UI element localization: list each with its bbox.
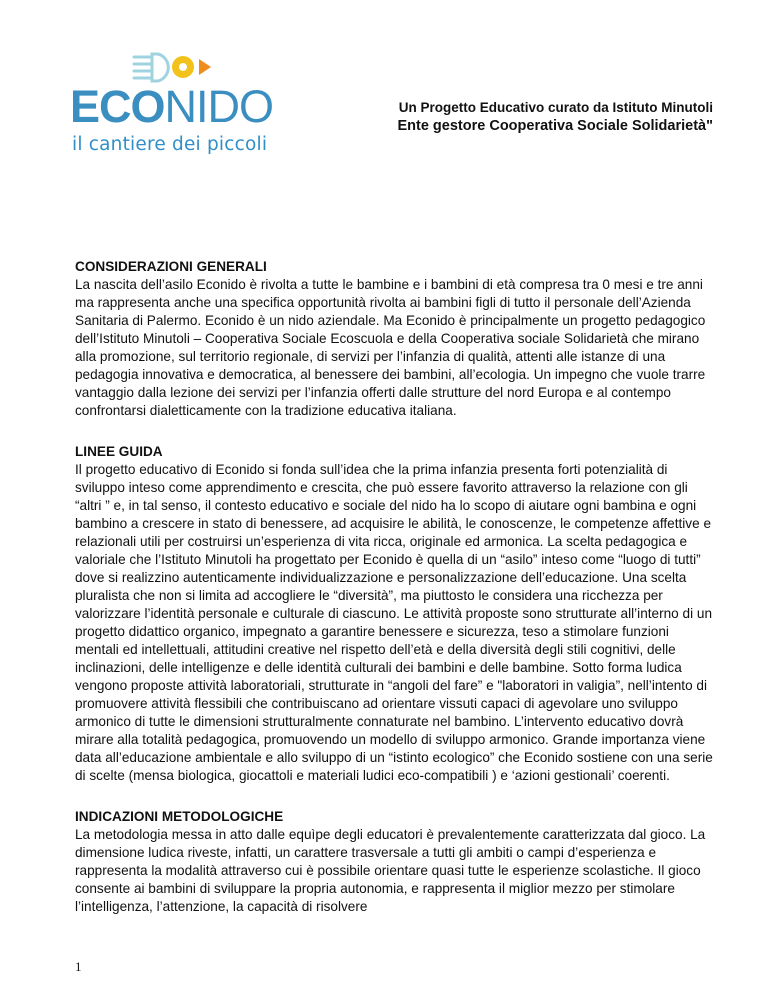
logo-title <box>70 82 273 132</box>
section-indicazioni-metodologiche <box>75 808 715 916</box>
logo-title-nido: NIDO <box>164 81 274 132</box>
document-body <box>75 258 715 939</box>
section-heading: LINEE GUIDA <box>75 444 163 459</box>
section-paragraph: La metodologia messa in atto dalle equìpe degli educatori è prevalentemente caratterizzata dal gioco. La dimensione ludica riveste, infatti, un carattere trasversale a tutti gli ambiti o campi d’esperienza e rappresenta la modalità attraverso cui è possibile orientare quasi tutte le esperienze scolastiche. Il gioco consente ai bambini di sviluppare la propria autonomia, e rappresenta il miglior mezzo per stimolare l’intelligenza, l’attenzione, la capacità di risolvere <box>75 827 706 914</box>
section-paragraph: Il progetto educativo di Econido si fonda sull’idea che la prima infanzia presenta forti potenzialità di sviluppo inteso come apprendimento e crescita, che può essere favorito attraverso la relazione con gli “altri ” e, in tal senso, il contesto educativo e sociale del nido ha lo scopo di aiutare ogni bambina e ogni bambino a crescere in stato di benessere, ad acquisire le abilità, le conoscenze, le competenze affettive e relazionali utili per costruirsi un’esperienza di vita ricca, originale ed armonica. La scelta pedagogica e valoriale che l’Istituto Minutoli ha progettato per Econido è quella di un “asilo” inteso come “luogo di tutti” dove si realizzino autenticamente individualizzazione e personalizzazione dell’educazione. Una scelta pluralista che non si limita ad accogliere le “diversità”, ma piuttosto le considera una ricchezza per valorizzare l’identità personale e culturale di ciascuno. Le attività proposte sono strutturate all’interno di un progetto didattico organico, impegnato a garantire benessere e sicurezza, teso a stimolare funzioni mentali ed intellettuali, attitudini creative nel rispetto dell’età e della diversità degli stili cognitivi, delle inclinazioni, delle intelligenze e delle identità culturali dei bambini e delle bambine. Sotto forma ludica vengono proposte attività laboratoriali, strutturate in “angoli del fare” e "laboratori in valigia”, nell’intento di promuovere attività flessibili che contribuiscano ad orientare vissuti capaci di agevolare uno sviluppo armonico di tutte le dimensioni strutturalmente connaturate nel bambino. L’intervento educativo dovrà mirare alla totalità pedagogica, promuovendo un modello di sviluppo armonico. Grande importanza viene data all’educazione ambientale e allo sviluppo di un “istinto ecologico” che Econido sostiene con una serie di scelte (mensa biologica, giocattoli e materiali ludici eco-compatibili ) e ‘azioni gestionali’ coerenti. <box>75 462 713 783</box>
section-considerazioni-generali <box>75 258 715 420</box>
document-header <box>397 99 713 135</box>
section-heading: INDICAZIONI METODOLOGICHE <box>75 809 284 824</box>
logo-title-eco: ECO <box>70 81 165 132</box>
section-paragraph: La nascita dell’asilo Econido è rivolta a tutte le bambine e i bambini di età compresa tra 0 mesi e tre anni ma rappresenta anche una specifica opportunità rivolta ai bambini figli di tutto il personale dell’Azienda Sanitaria di Palermo. Econido è un nido aziendale. Ma Econido è principalmente un progetto pedagogico dell’Istituto Minutoli – Cooperativa Sociale Ecoscuola e della Cooperativa sociale Solidarietà che mirano alla promozione, sul territorio regionale, di servizi per l’infanzia di qualità, attenti alle istanze di una pedagogia innovativa e democratica, al benessere dei bambini, all’ecologia. Un impegno che vuole trarre vantaggio dalla lezione dei servizi per l’infanzia offerti dalle strutture del nord Europa e al contempo confrontarsi dialetticamente con la tradizione educativa italiana. <box>75 277 706 418</box>
econido-logo <box>70 50 274 155</box>
header-line-2: Ente gestore Cooperativa Sociale Solidarietà" <box>397 118 713 134</box>
header-line-1: Un Progetto Educativo curato da Istituto Minutoli <box>398 100 713 115</box>
section-linee-guida <box>75 443 715 785</box>
section-heading: CONSIDERAZIONI GENERALI <box>75 259 267 274</box>
logo-subtitle: il cantiere dei piccoli <box>72 134 268 155</box>
page-number: 1 <box>75 959 82 974</box>
